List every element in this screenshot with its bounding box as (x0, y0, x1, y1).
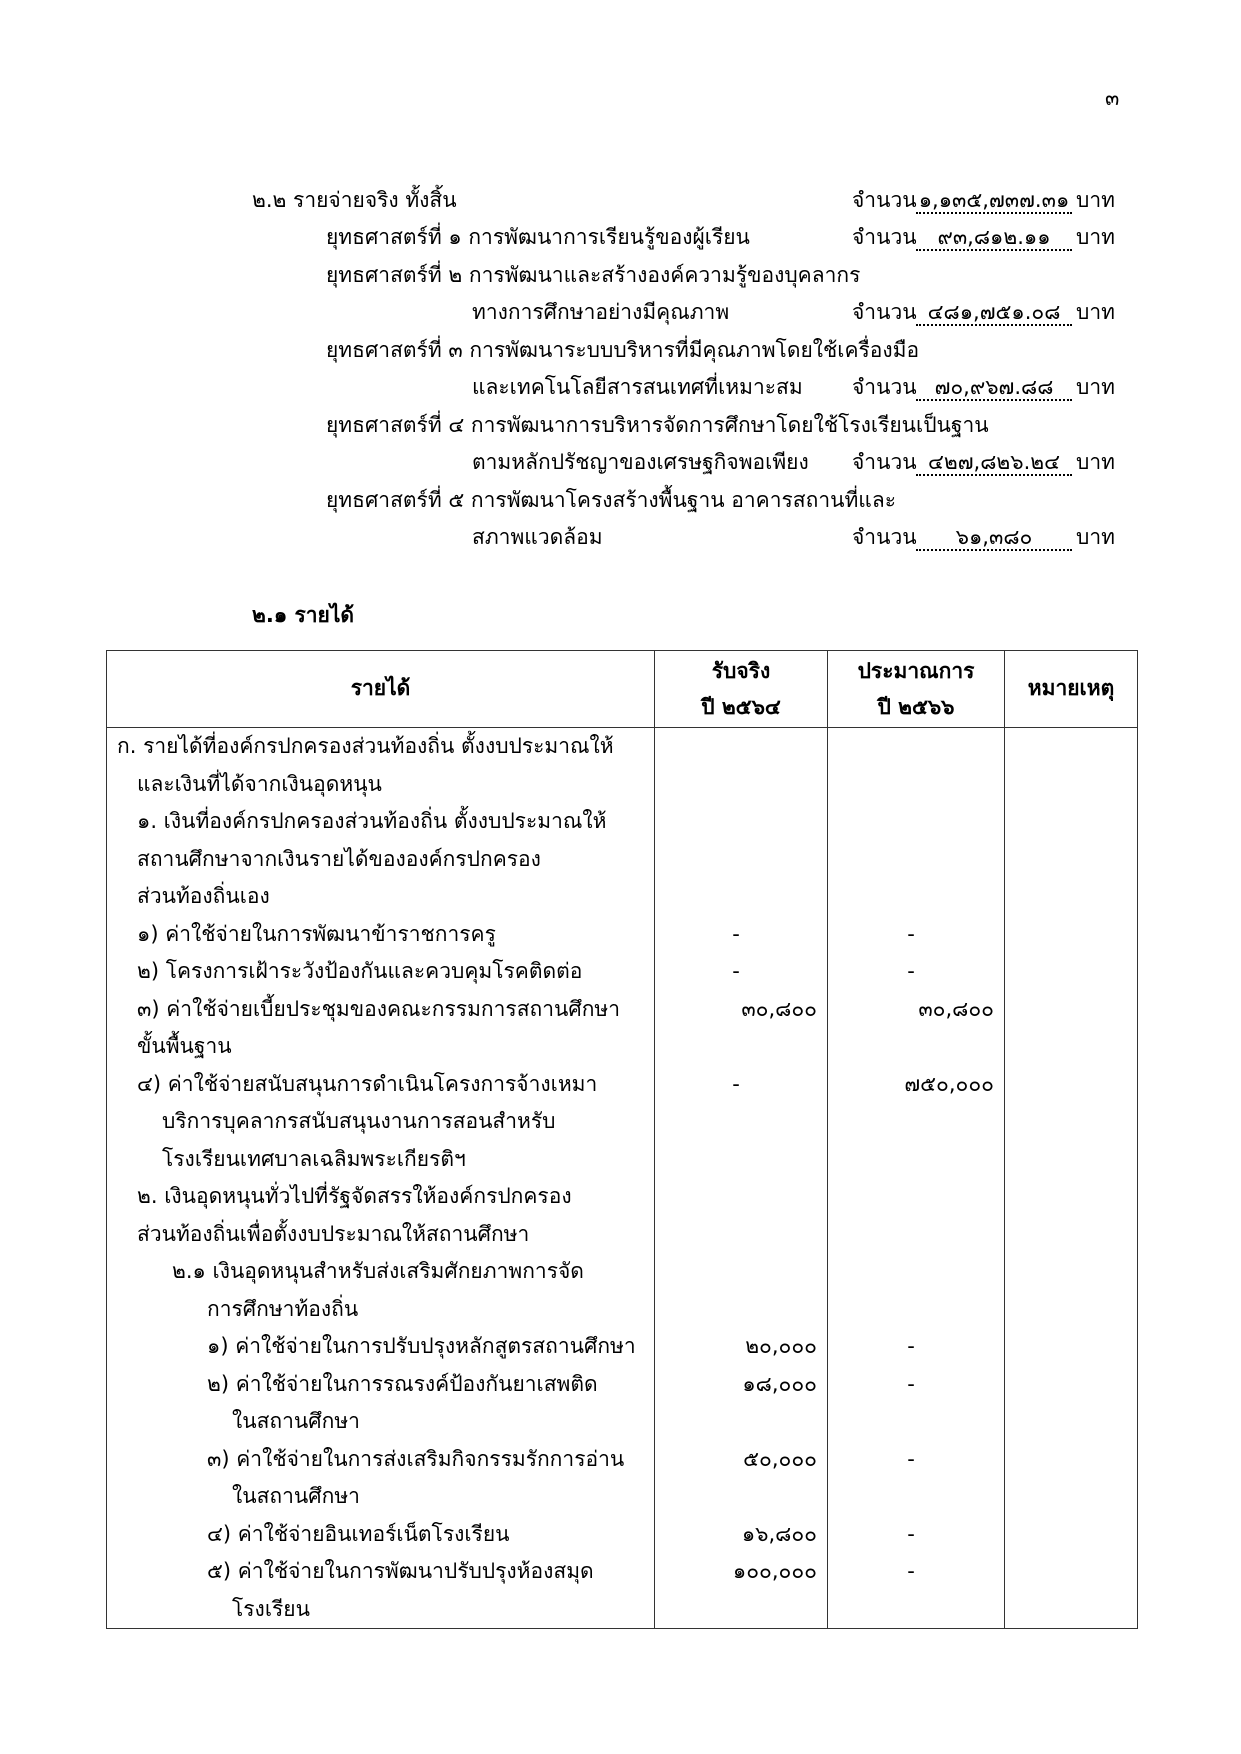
amount-value: ๙๓,๘๑๒.๑๑ (916, 226, 1072, 251)
strategy-5-amount (852, 525, 1115, 551)
row-actual (655, 1478, 827, 1516)
row-description: ก. รายได้ที่องค์กรปกครองส่วนท้องถิ่น ตั้งงบประมาณให้ (117, 734, 614, 758)
row-actual (655, 1028, 827, 1066)
row-actual (655, 1103, 827, 1141)
row-description: ขั้นพื้นฐาน (137, 1034, 232, 1058)
row-description: บริการบุคลากรสนับสนุนงานการสอนสำหรับ (162, 1109, 556, 1133)
header-remark: หมายเหตุ (1005, 651, 1138, 728)
income-table (106, 650, 1138, 1629)
row-plan (828, 1403, 1004, 1441)
strategy-4-amount (852, 450, 1115, 476)
row-remark (1005, 1328, 1137, 1366)
row-plan (828, 1328, 1004, 1366)
row-plan (828, 1291, 1004, 1329)
row-plan (828, 1103, 1004, 1141)
header-actual-line2: ปี ๒๕๖๔ (701, 695, 781, 719)
row-description: ๓) ค่าใช้จ่ายเบี้ยประชุมของคณะกรรมการสถานศึกษา (137, 996, 621, 1021)
row-remark (1005, 1553, 1137, 1591)
row-plan (828, 1253, 1004, 1291)
row-remark (1005, 1253, 1137, 1291)
row-plan (828, 1478, 1004, 1516)
strategy-1-amount (852, 225, 1115, 251)
row-remark (1005, 803, 1137, 841)
strategy-4-line2: ตามหลักปรัชญาของเศรษฐกิจพอเพียง (472, 450, 809, 474)
amount-label: จำนวน (852, 225, 917, 249)
row-plan (828, 1553, 1004, 1591)
dash-value: - (907, 1521, 915, 1546)
header-income: รายได้ (107, 651, 655, 728)
row-plan (828, 878, 1004, 916)
row-remark (1005, 1516, 1137, 1554)
row-actual (655, 1591, 827, 1629)
description-column (107, 728, 655, 1629)
row-remark (1005, 878, 1137, 916)
amount-label: จำนวน (852, 450, 917, 474)
row-description: ในสถานศึกษา (232, 1484, 360, 1508)
row-remark (1005, 1441, 1137, 1479)
row-description: สถานศึกษาจากเงินรายได้ขององค์กรปกครอง (137, 846, 541, 871)
row-plan (828, 766, 1004, 804)
table-header-row (107, 651, 1138, 728)
dash-value: - (732, 959, 740, 983)
row-plan (828, 953, 1004, 991)
row-remark (1005, 1591, 1137, 1629)
row-remark (1005, 916, 1137, 954)
row-plan (828, 1141, 1004, 1179)
row-description: โรงเรียน (232, 1596, 310, 1621)
row-actual (655, 953, 827, 991)
row-plan (828, 1591, 1004, 1629)
row-description: ในสถานศึกษา (232, 1409, 360, 1433)
section-heading: ๒.๑ รายได้ (252, 603, 355, 627)
dash-value: - (907, 1559, 915, 1583)
row-description: และเงินที่ได้จากเงินอุดหนุน (137, 771, 382, 796)
row-description: การศึกษาท้องถิ่น (207, 1296, 359, 1321)
row-remark (1005, 1066, 1137, 1104)
row-actual: ๑๐๐,๐๐๐ (732, 1559, 817, 1583)
row-plan (828, 1216, 1004, 1254)
amount-value: ๑,๑๓๕,๗๓๗.๓๑ (916, 189, 1072, 214)
dash-value: - (907, 1371, 915, 1396)
actual-column (655, 728, 828, 1629)
row-remark (1005, 953, 1137, 991)
row-remark (1005, 766, 1137, 804)
amount-value: ๔๘๑,๗๕๑.๐๘ (916, 301, 1072, 326)
strategy-4-line1: ยุทธศาสตร์ที่ ๔ การพัฒนาการบริหารจัดการศึกษาโดยใช้โรงเรียนเป็นฐาน (326, 413, 989, 437)
row-plan (828, 1516, 1004, 1554)
page-number: ๓ (1105, 86, 1120, 110)
row-actual (655, 1291, 827, 1329)
row-description: ๒. เงินอุดหนุนทั่วไปที่รัฐจัดสรรให้องค์กรปกครอง (137, 1184, 572, 1208)
strategy-1-line1: ยุทธศาสตร์ที่ ๑ การพัฒนาการเรียนรู้ของผู้เรียน (326, 225, 750, 249)
plan-column (828, 728, 1005, 1629)
strategy-2-line1: ยุทธศาสตร์ที่ ๒ การพัฒนาและสร้างองค์ความรู้ของบุคลากร (326, 263, 861, 287)
row-actual (655, 878, 827, 916)
strategy-5-line2: สภาพแวดล้อม (472, 525, 603, 549)
row-description: ๑. เงินที่องค์กรปกครองส่วนท้องถิ่น ตั้งงบประมาณให้ (137, 809, 607, 833)
row-remark (1005, 728, 1137, 766)
row-plan (828, 1178, 1004, 1216)
row-actual: ๑๘,๐๐๐ (742, 1371, 817, 1396)
amount-unit: บาท (1076, 525, 1115, 549)
summary-title: ๒.๒ รายจ่ายจริง ทั้งสิ้น (252, 188, 457, 212)
row-remark (1005, 1103, 1137, 1141)
row-actual (655, 1141, 827, 1179)
row-plan (828, 1366, 1004, 1404)
header-plan-line2: ปี ๒๕๖๖ (877, 695, 955, 719)
row-remark (1005, 1178, 1137, 1216)
amount-unit: บาท (1076, 225, 1115, 249)
dash-value: - (907, 921, 915, 946)
row-description: ๕) ค่าใช้จ่ายในการพัฒนาปรับปรุงห้องสมุด (207, 1559, 594, 1583)
remark-column (1005, 728, 1138, 1629)
row-actual: ๒๐,๐๐๐ (745, 1334, 817, 1358)
header-actual (655, 651, 828, 728)
row-remark (1005, 991, 1137, 1029)
row-description: ๔) ค่าใช้จ่ายสนับสนุนการดำเนินโครงการจ้างเหมา (137, 1071, 598, 1096)
dash-value: - (732, 921, 740, 946)
row-actual (655, 1066, 827, 1104)
amount-label: จำนวน (852, 300, 917, 324)
amount-unit: บาท (1076, 300, 1115, 324)
header-actual-line1: รับจริง (711, 659, 771, 683)
row-actual: ๑๖,๘๐๐ (741, 1521, 817, 1546)
row-plan (828, 1028, 1004, 1066)
amount-unit: บาท (1076, 450, 1115, 474)
row-actual: ๓๐,๘๐๐ (741, 996, 817, 1021)
amount-value: ๖๑,๓๘๐ (916, 526, 1072, 551)
amount-label: จำนวน (852, 525, 917, 549)
row-remark (1005, 841, 1137, 879)
header-plan (828, 651, 1005, 728)
row-description: โรงเรียนเทศบาลเฉลิมพระเกียรติฯ (162, 1146, 466, 1171)
strategy-2-line2: ทางการศึกษาอย่างมีคุณภาพ (472, 300, 730, 324)
row-description: ๔) ค่าใช้จ่ายอินเทอร์เน็ตโรงเรียน (207, 1521, 510, 1546)
table-body-row (107, 728, 1138, 1629)
row-remark (1005, 1403, 1137, 1441)
row-remark (1005, 1291, 1137, 1329)
row-remark (1005, 1366, 1137, 1404)
row-actual (655, 841, 827, 879)
header-plan-line1: ประมาณการ (857, 659, 975, 683)
row-actual (655, 766, 827, 804)
row-plan (828, 916, 1004, 954)
row-description: ๒.๑ เงินอุดหนุนสำหรับส่งเสริมศักยภาพการจัด (172, 1259, 584, 1283)
row-actual: ๕๐,๐๐๐ (743, 1446, 817, 1471)
row-description: ๑) ค่าใช้จ่ายในการพัฒนาข้าราชการครู (137, 921, 496, 946)
row-plan (828, 728, 1004, 766)
row-plan (828, 1441, 1004, 1479)
row-description: ๑) ค่าใช้จ่ายในการปรับปรุงหลักสูตรสถานศึกษา (207, 1334, 636, 1358)
strategy-3-amount (852, 375, 1115, 401)
amount-unit: บาท (1076, 188, 1115, 212)
row-remark (1005, 1028, 1137, 1066)
row-remark (1005, 1216, 1137, 1254)
strategy-5-line1: ยุทธศาสตร์ที่ ๕ การพัฒนาโครงสร้างพื้นฐาน อาคารสถานที่และ (326, 488, 896, 512)
row-plan (828, 841, 1004, 879)
row-actual (655, 803, 827, 841)
row-actual (655, 728, 827, 766)
strategy-2-amount (852, 300, 1115, 326)
dash-value: - (907, 1446, 915, 1471)
row-remark (1005, 1478, 1137, 1516)
row-description: ๓) ค่าใช้จ่ายในการส่งเสริมกิจกรรมรักการอ่าน (207, 1446, 625, 1471)
amount-label: จำนวน (852, 375, 917, 399)
dash-value: - (732, 1071, 740, 1096)
row-plan: ๓๐,๘๐๐ (918, 996, 994, 1021)
dash-value: - (907, 959, 915, 983)
strategy-3-line2: และเทคโนโลยีสารสนเทศที่เหมาะสม (472, 375, 803, 399)
row-description: ๒) โครงการเฝ้าระวังป้องกันและควบคุมโรคติดต่อ (137, 959, 583, 983)
amount-label: จำนวน (852, 188, 917, 212)
row-actual (655, 1216, 827, 1254)
row-actual (655, 916, 827, 954)
amount-value: ๔๒๗,๘๒๖.๒๔ (916, 451, 1072, 476)
row-plan (828, 803, 1004, 841)
row-actual (655, 1403, 827, 1441)
row-actual (655, 1178, 827, 1216)
amount-value: ๗๐,๙๖๗.๘๘ (916, 376, 1072, 401)
row-remark (1005, 1141, 1137, 1179)
row-description: ส่วนท้องถิ่นเพื่อตั้งงบประมาณให้สถานศึกษา (137, 1221, 530, 1246)
dash-value: - (907, 1334, 915, 1358)
row-description: ส่วนท้องถิ่นเอง (137, 884, 270, 908)
row-plan: ๗๕๐,๐๐๐ (904, 1071, 994, 1096)
row-actual (655, 1253, 827, 1291)
summary-total (852, 188, 1115, 214)
strategy-3-line1: ยุทธศาสตร์ที่ ๓ การพัฒนาระบบบริหารที่มีคุณภาพโดยใช้เครื่องมือ (326, 338, 920, 362)
row-description: ๒) ค่าใช้จ่ายในการรณรงค์ป้องกันยาเสพติด (207, 1371, 598, 1396)
amount-unit: บาท (1076, 375, 1115, 399)
